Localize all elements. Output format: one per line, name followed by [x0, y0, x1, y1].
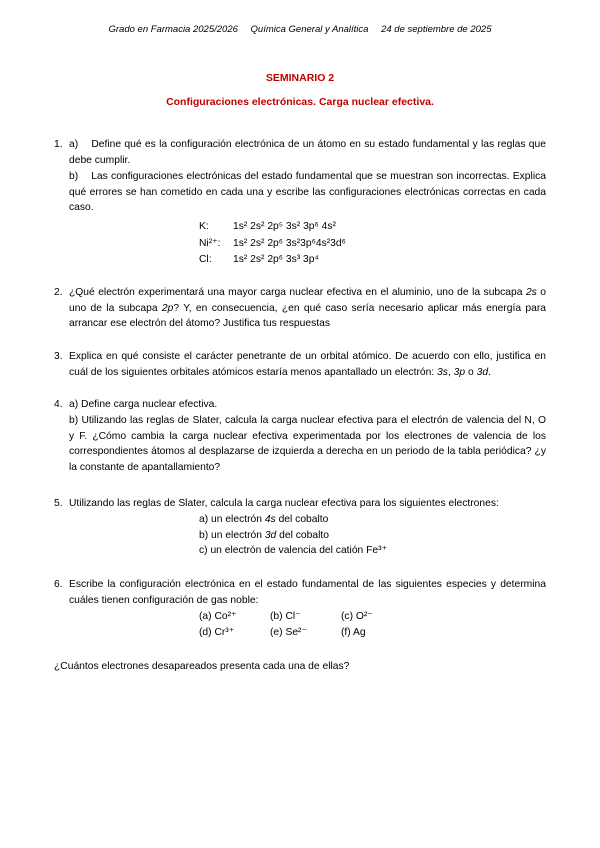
q5-item-post: del cobalto	[276, 529, 329, 541]
q5-item-pre: b) un electrón	[199, 529, 265, 541]
q2-text	[69, 285, 546, 332]
config-value: 1s² 2s² 2p⁶ 3s³ 3p⁴	[233, 254, 319, 265]
q2-number: 2.	[54, 287, 63, 298]
q3-sep: o	[465, 366, 477, 378]
q6-species-row-1	[199, 609, 373, 625]
q3-text	[69, 349, 546, 380]
config-value: 1s² 2s² 2p⁵ 3s² 3p⁶ 4s²	[233, 221, 336, 232]
config-element: K:	[199, 221, 209, 232]
species-item: (b) Cl⁻	[270, 611, 301, 622]
species-item: (d) Cr³⁺	[199, 627, 235, 638]
q3-text-part: Explica en qué consiste el carácter penetrante de un orbital atómico. De acuerdo con ello, justifica en cuál de los siguientes orbitales atómicos estaría menos apantallado un electrón:	[69, 351, 546, 378]
config-row	[199, 219, 346, 235]
q6-number: 6.	[54, 579, 63, 590]
q3-number: 3.	[54, 351, 63, 362]
q5-item-pre: c) un electrón de valencia del catión Fe³⁺	[199, 545, 388, 556]
q4-part-a: a) Define carga nuclear efectiva.	[69, 399, 218, 410]
q5-item-pre: a) un electrón	[199, 514, 265, 525]
config-row	[199, 252, 346, 268]
config-element: Ni²⁺:	[199, 237, 221, 249]
q5-item	[199, 512, 387, 528]
config-value: 1s² 2s² 2p⁶ 3s²3p⁶4s²3d⁶	[233, 237, 346, 249]
config-row	[199, 236, 346, 252]
config-element: Cl:	[199, 254, 212, 265]
q3-orbital: 3d	[476, 366, 489, 378]
q5-item	[199, 528, 387, 544]
q3-end: .	[488, 366, 491, 378]
final-question: ¿Cuántos electrones desapareados presenta cada una de ellas?	[54, 661, 350, 672]
q4-part-b: b) Utilizando las reglas de Slater, calcula la carga nuclear efectiva para el electrón de valencia del N, O y F. ¿Cómo cambia la carga nuclear efectiva experimentada por los electrones de valencia de los correspondientes átomos al desplazarse de izquierda a derecha en un periodo de la tabla periódica? ¿y la constante de apantallamiento?	[69, 415, 546, 473]
species-item: (e) Se²⁻	[270, 627, 307, 638]
q1-a-text: Define qué es la configuración electrónica de un átomo en su estado fundamental y las reglas que debe cumplir.	[69, 139, 546, 166]
q5-text: Utilizando las reglas de Slater, calcula la carga nuclear efectiva para los siguientes electrones:	[69, 498, 499, 509]
q5-items	[199, 512, 387, 559]
species-item: (a) Co²⁺	[199, 611, 237, 622]
q5-item-post: del cobalto	[275, 514, 329, 525]
species-item: (c) O²⁻	[341, 611, 373, 622]
q2-text-part: o uno de la subcapa	[69, 287, 546, 314]
header-course: Grado en Farmacia 2025/2026	[108, 24, 238, 35]
q3-orbital: 3s	[437, 366, 448, 378]
q2-text-part: ¿Qué electrón experimentará una mayor carga nuclear efectiva en el aluminio, uno de la subcapa	[69, 287, 523, 298]
q6-text: Escribe la configuración electrónica en el estado fundamental de las siguientes especies y determina cuáles tienen configuración de gas noble:	[69, 579, 546, 606]
q5-item-orbital: 3d	[264, 529, 277, 541]
q1-configs	[199, 219, 346, 268]
q6-species-row-2	[199, 625, 366, 641]
q4-number: 4.	[54, 399, 63, 410]
q2-text-part: ? Y, en consecuencia, ¿en qué caso sería necesario aplicar más energía para arrancar ese electrón del átomo? Justifica tus respuestas	[69, 302, 546, 329]
q5-item	[199, 543, 387, 559]
q1-part-a	[69, 137, 546, 168]
q3-sep: ,	[447, 366, 454, 378]
q1-a-label: a)	[69, 139, 79, 150]
seminar-title: SEMINARIO 2	[265, 72, 335, 84]
q1-b-label: b)	[69, 171, 79, 182]
header-date: 24 de septiembre de 2025	[381, 24, 492, 35]
q3-orbital: 3p	[453, 366, 466, 378]
q1-part-b	[69, 169, 546, 216]
q5-number: 5.	[54, 498, 63, 509]
page-header	[0, 22, 600, 38]
header-subject: Química General y Analítica	[250, 24, 369, 35]
q2-subshell: 2p	[161, 302, 174, 314]
q5-item-orbital: 4s	[264, 514, 276, 525]
q1-b-text: Las configuraciones electrónicas del estado fundamental que se muestran son incorrectas. Explica qué errores se han cometido en cada una y escribe las configuraciones electrónicas correctas en cada caso.	[69, 171, 546, 213]
seminar-subtitle: Configuraciones electrónicas. Carga nuclear efectiva.	[166, 96, 434, 108]
q1-number: 1.	[54, 139, 63, 150]
species-item: (f) Ag	[341, 627, 366, 638]
q2-subshell: 2s	[525, 287, 537, 298]
